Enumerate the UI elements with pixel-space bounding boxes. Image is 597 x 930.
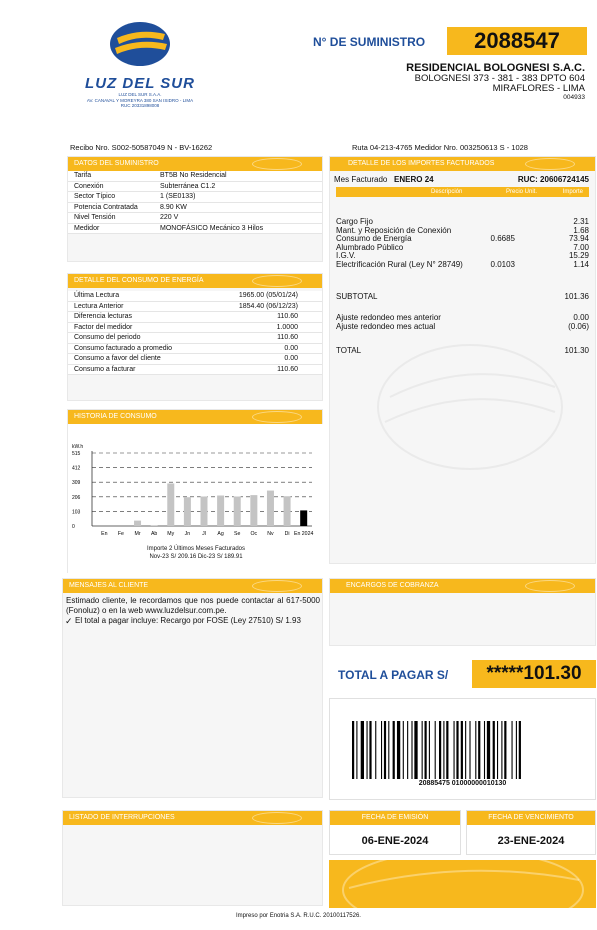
y-tick-label: 515 <box>72 451 81 457</box>
barcode-bar <box>384 721 386 779</box>
historia-header <box>68 410 322 424</box>
barcode-bar <box>369 721 371 779</box>
total-pagar-label: TOTAL A PAGAR S/ <box>338 668 449 682</box>
table-row <box>68 171 322 182</box>
brand-name: LUZ DEL SUR <box>85 75 195 92</box>
importe-desc: Electrificación Rural (Ley N° 28749) <box>336 260 463 269</box>
ajuste-actual-label: Ajuste redondeo mes actual <box>336 322 436 331</box>
table-row <box>68 224 322 235</box>
table-row <box>68 333 322 344</box>
row-label: Consumo a facturar <box>74 365 136 373</box>
mensaje-contacto: Estimado cliente, le recordamos que nos puede contactar al 617-5000 (Fonoluz) o en la web www.luzdelsur.com.pe. <box>66 596 320 615</box>
company-logo <box>60 20 220 109</box>
x-tick-label: Ab <box>150 531 158 537</box>
datos-suministro-title: DATOS DEL SUMINISTRO <box>74 160 159 167</box>
ajuste-anterior-value: 0.00 <box>573 313 589 322</box>
x-tick-label: Ag <box>217 531 224 537</box>
total-value: 101.30 <box>564 346 589 355</box>
bar-di <box>284 496 291 526</box>
row-value: 0.00 <box>284 355 298 362</box>
importe-value: 1.68 <box>573 225 589 235</box>
encargos-header <box>330 579 595 593</box>
mensaje-fose: El total a pagar incluye: Recargo por FOSE (Ley 27510) S/ 1.93 <box>75 616 301 625</box>
bar-my <box>167 483 174 526</box>
table-row <box>68 312 322 323</box>
col-precio: Precio Unit. <box>506 189 538 195</box>
swoosh-icon <box>525 580 575 592</box>
x-tick-label: My <box>167 531 175 537</box>
barcode-bar <box>487 721 490 779</box>
swoosh-icon <box>252 580 302 592</box>
mensajes-header <box>63 579 322 593</box>
interrupciones-title: LISTADO DE INTERRUPCIONES <box>69 814 175 821</box>
bar-ag <box>217 496 224 526</box>
barcode-bar <box>393 721 395 779</box>
row-label: Consumo a favor del cliente <box>74 355 161 362</box>
historia-title: HISTORIA DE CONSUMO <box>74 413 157 420</box>
datos-suministro-header <box>68 157 322 171</box>
subtotal-value: 101.36 <box>564 292 589 301</box>
table-row <box>68 192 322 203</box>
row-value: 0.00 <box>284 344 298 352</box>
x-tick-label: Nv <box>267 531 274 537</box>
x-tick-label: Se <box>234 531 241 537</box>
bar-en-2024 <box>300 510 307 526</box>
brand-ruc: RUC 20331898008 <box>120 103 160 108</box>
row-label: Medidor <box>74 224 100 232</box>
barcode-bar <box>352 721 354 779</box>
bar-mr <box>134 521 141 526</box>
barcode-bar <box>519 721 521 779</box>
importe-value: 1.14 <box>573 260 589 269</box>
x-tick-label: Di <box>284 531 290 537</box>
swoosh-watermark-icon <box>329 860 596 908</box>
barcode-bar <box>501 721 502 779</box>
x-tick-label: En 2024 <box>294 531 314 537</box>
chart-note-1: Importe 2 Últimos Meses Facturados <box>146 546 246 552</box>
y-tick-label: 0 <box>72 524 75 530</box>
barcode-bar <box>397 721 400 779</box>
fecha-vencimiento-box <box>466 810 596 855</box>
row-value: 1965.00 (05/01/24) <box>238 292 298 299</box>
table-row <box>68 182 322 193</box>
barcode-bar <box>465 721 466 779</box>
watermark-icon <box>370 337 570 477</box>
x-tick-label: Mr <box>134 531 141 537</box>
x-tick-label: Fe <box>117 531 124 537</box>
bar-ab <box>151 525 158 526</box>
table-row <box>68 365 322 376</box>
swoosh-icon <box>252 411 302 423</box>
importe-desc: Alumbrado Público <box>336 242 404 252</box>
table-row <box>68 344 322 355</box>
fecha-emision-box <box>329 810 461 855</box>
total-label: TOTAL <box>336 346 362 355</box>
barcode-bar <box>493 721 495 779</box>
x-tick-label: Oc <box>250 531 258 537</box>
swoosh-icon <box>252 158 302 170</box>
client-info <box>406 62 585 101</box>
barcode-bar <box>497 721 498 779</box>
barcode-bar <box>475 721 476 779</box>
importe-precio: 0.0103 <box>490 260 515 269</box>
barcode-bar <box>381 721 382 779</box>
table-row <box>68 354 322 365</box>
importes-header <box>330 157 595 171</box>
consumo-panel <box>67 273 323 401</box>
barcode-bar <box>429 721 430 779</box>
col-descripcion: Descripción <box>431 189 463 195</box>
importes-columns <box>336 187 589 197</box>
barcode-bar <box>512 721 513 779</box>
barcode-bar <box>456 721 458 779</box>
row-value: 1.0000 <box>276 323 298 331</box>
row-label: Consumo del periodo <box>74 334 141 341</box>
barcode-bar <box>461 721 463 779</box>
footer: Impreso por Enotria S.A. R.U.C. 20100117526. <box>236 913 361 919</box>
encargos-panel <box>329 578 596 646</box>
importe-value: 2.31 <box>573 217 589 226</box>
importe-value: 7.00 <box>573 242 589 252</box>
barcode-bar <box>425 721 427 779</box>
fecha-emision-value: 06-ENE-2024 <box>361 835 429 847</box>
client-code: 004933 <box>563 94 585 101</box>
mensajes-panel <box>62 578 323 798</box>
swoosh-icon <box>252 812 302 824</box>
swoosh-icon <box>252 275 302 287</box>
table-row <box>68 302 322 313</box>
ajuste-actual-value: (0.06) <box>568 322 589 331</box>
y-axis-label: kW.h <box>72 444 84 450</box>
total-pagar-value: *****101.30 <box>472 660 596 688</box>
row-value: 110.60 <box>277 334 298 341</box>
importe-desc: Mant. y Reposición de Conexión <box>336 225 452 235</box>
importe-desc: Consumo de Energía <box>336 234 412 244</box>
importe-value: 15.29 <box>568 251 589 261</box>
table-row <box>68 203 322 214</box>
table-row <box>68 213 322 224</box>
client-address: BOLOGNESI 373 - 381 - 383 DPTO 604 <box>414 73 585 84</box>
client-name: RESIDENCIAL BOLOGNESI S.A.C. <box>406 62 585 74</box>
y-tick-label: 103 <box>72 509 81 516</box>
ruc: RUC: 20606724145 <box>517 175 589 184</box>
row-label: Factor del medidor <box>74 323 133 331</box>
check-icon: ✓ <box>65 616 73 626</box>
barcode-number: 20885475 01000000010130 <box>418 780 507 787</box>
barcode-bar <box>469 721 470 779</box>
consumption-chart <box>68 424 324 574</box>
row-label: Nivel Tensión <box>74 214 116 221</box>
datos-suministro-rows <box>68 171 322 234</box>
fecha-vencimiento-label: FECHA DE VENCIMIENTO <box>488 814 574 821</box>
y-tick-label: 309 <box>72 480 81 487</box>
datos-suministro-panel <box>67 156 323 262</box>
swoosh-icon <box>525 158 575 170</box>
row-value: BT5B No Residencial <box>160 172 227 179</box>
importe-desc: Cargo Fijo <box>336 217 373 226</box>
barcode-bar <box>407 721 408 779</box>
row-label: Diferencia lecturas <box>74 313 132 320</box>
x-tick-label: Jn <box>184 531 191 537</box>
recibo-number: Recibo Nro. S002-50587049 N - BV-16262 <box>70 143 213 152</box>
mes-facturado-value: ENERO 24 <box>394 175 434 184</box>
table-row <box>68 291 322 302</box>
barcode-bar <box>388 721 389 779</box>
fecha-vencimiento-value: 23-ENE-2024 <box>497 835 565 847</box>
row-value: 220 V <box>160 214 179 221</box>
y-tick-label: 206 <box>72 494 81 501</box>
barcode-bar <box>411 721 412 779</box>
bar-jl <box>201 497 208 526</box>
barcode-bar <box>443 721 444 779</box>
importe-desc: I.G.V. <box>336 251 356 261</box>
table-row <box>68 323 322 334</box>
row-value: Subterránea C1.2 <box>160 182 216 190</box>
client-district: MIRAFLORES - LIMA <box>492 83 585 94</box>
barcode-bar <box>403 721 404 779</box>
barcode-bar <box>422 721 423 779</box>
row-value: 1854.40 (06/12/23) <box>238 302 298 310</box>
barcode-bar <box>516 721 517 779</box>
row-value: 110.60 <box>277 313 298 320</box>
ajuste-anterior-label: Ajuste redondeo mes anterior <box>336 313 441 322</box>
historia-panel <box>67 409 323 573</box>
importes-panel <box>329 156 596 564</box>
barcode-bar <box>367 721 368 779</box>
importe-value: 73.94 <box>568 234 589 244</box>
ruta-medidor: Ruta 04-213-4765 Medidor Nro. 003250613 S - 1028 <box>352 143 528 152</box>
row-label: Tarifa <box>74 172 92 179</box>
bar-se <box>234 497 241 526</box>
mes-facturado-label: Mes Facturado <box>334 175 388 184</box>
fecha-vencimiento-header <box>467 811 595 825</box>
row-label: Potencia Contratada <box>74 203 138 211</box>
luz-del-sur-emblem-icon <box>105 20 175 68</box>
row-label: Última Lectura <box>74 292 120 299</box>
brand-line1: LUZ DEL SUR S.A.A. <box>118 92 162 97</box>
interrupciones-panel <box>62 810 323 906</box>
x-tick-label: Jl <box>202 531 206 537</box>
consumo-rows <box>68 288 322 375</box>
barcode-bar <box>478 721 480 779</box>
subtotal-label: SUBTOTAL <box>336 292 378 301</box>
interrupciones-header <box>63 811 322 825</box>
importes-title: DETALLE DE LOS IMPORTES FACTURADOS <box>348 160 495 167</box>
barcode-bar <box>361 721 364 779</box>
encargos-title: ENCARGOS DE COBRANZA <box>346 582 439 589</box>
bottom-yellow-block <box>329 860 596 908</box>
barcode-bar <box>439 721 441 779</box>
mensajes-title: MENSAJES AL CLIENTE <box>69 582 149 589</box>
consumo-title: DETALLE DEL CONSUMO DE ENERGÍA <box>74 277 204 284</box>
barcode-icon <box>352 721 574 779</box>
row-value: 8.90 KW <box>160 203 187 211</box>
brand-address: AV. CANAVAL Y MOREYRA 380 SAN ISIDRO - LIMA <box>86 97 194 103</box>
importe-precio: 0.6685 <box>490 234 515 244</box>
x-tick-label: En <box>101 531 108 537</box>
y-tick-label: 412 <box>72 465 81 472</box>
suministro-label: N° DE SUMINISTRO <box>313 35 426 49</box>
fecha-emision-header <box>330 811 460 825</box>
suministro-number: 2088547 <box>447 27 587 55</box>
row-value: 110.60 <box>277 365 298 373</box>
col-importe: Importe <box>562 189 583 195</box>
barcode-bar <box>356 721 357 779</box>
bar-nv <box>267 491 274 526</box>
barcode-bar <box>414 721 417 779</box>
barcode-bar <box>484 721 485 779</box>
row-value: 1 (SE0133) <box>160 193 196 200</box>
bar-oc <box>250 495 257 526</box>
barcode-bar <box>504 721 506 779</box>
row-label: Lectura Anterior <box>74 302 124 310</box>
row-value: MONOFÁSICO Mecánico 3 Hilos <box>160 224 264 232</box>
barcode-bar <box>435 721 436 779</box>
row-label: Sector Típico <box>74 193 116 200</box>
barcode-bar <box>375 721 376 779</box>
mes-facturado <box>334 175 434 184</box>
consumo-header <box>68 274 322 288</box>
row-label: Conexión <box>74 182 104 190</box>
chart-note-2: Nov-23 S/ 209.16 Dic-23 S/ 189.91 <box>149 554 243 560</box>
fecha-emision-label: FECHA DE EMISIÓN <box>361 814 429 821</box>
row-label: Consumo facturado a promedio <box>74 344 173 352</box>
barcode-box <box>329 698 596 800</box>
bar-jn <box>184 497 191 526</box>
barcode-bar <box>454 721 455 779</box>
barcode-bar <box>446 721 448 779</box>
